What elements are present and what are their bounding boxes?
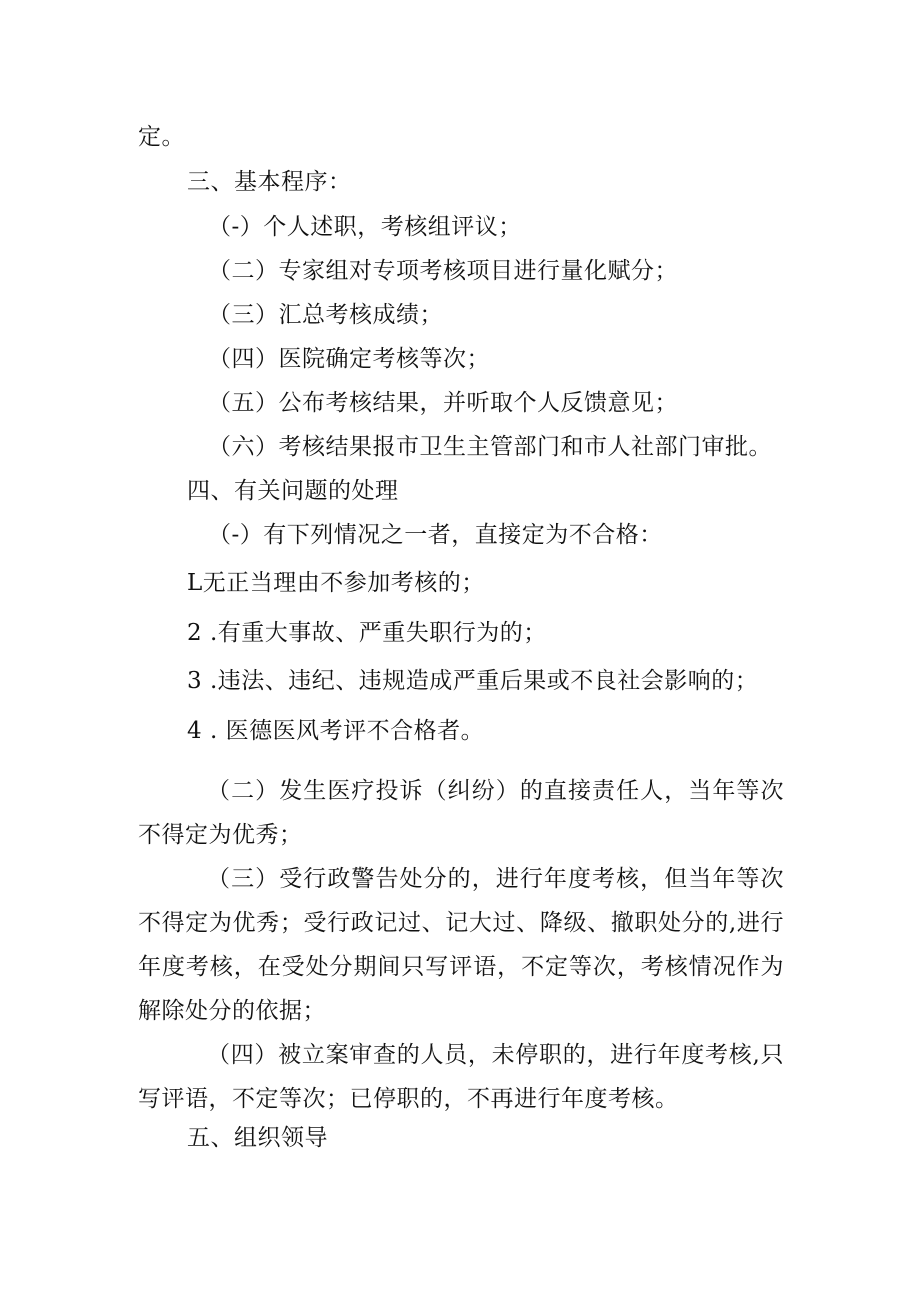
- paragraph: （四）被立案审查的人员，未停职的，进行年度考核,只写评语，不定等次；已停职的，不再进行年度考核。: [138, 1042, 784, 1112]
- section-heading: 五、组织领导: [187, 1125, 328, 1151]
- paragraph: （二）发生医疗投诉（纠纷）的直接责任人，当年等次不得定为优秀；: [138, 778, 784, 848]
- list-item: （三）汇总考核成绩；: [208, 302, 443, 328]
- text-line: 定。: [138, 124, 185, 150]
- list-item: （六）考核结果报市卫生主管部门和市人社部门审批。: [208, 434, 772, 460]
- numbered-item: 3 .违法、违纪、违规造成严重后果或不良社会影响的；: [187, 668, 759, 694]
- numbered-item: 2 .有重大事故、严重失职行为的；: [187, 620, 547, 646]
- section-heading: 四、有关问题的处理: [187, 478, 399, 504]
- list-item: （-）个人述职，考核组评议；: [208, 214, 522, 240]
- numbered-item: 4 . 医德医风考评不合格者。: [187, 718, 485, 744]
- list-item: （四）医院确定考核等次；: [208, 346, 490, 372]
- section-heading: 三、基本程序：: [187, 169, 352, 195]
- list-item: （五）公布考核结果，并听取个人反馈意见；: [208, 390, 678, 416]
- list-item: （二）专家组对专项考核项目进行量化赋分；: [208, 258, 678, 284]
- numbered-item: L无正当理由不参加考核的；: [187, 570, 485, 596]
- list-item: （-）有下列情况之一者，直接定为不合格：: [208, 522, 663, 548]
- paragraph: （三）受行政警告处分的，进行年度考核，但当年等次不得定为优秀；受行政记过、记大过、降级、撤职处分的,进行年度考核，在受处分期间只写评语，不定等次，考核情况作为解除处分的依据；: [138, 866, 784, 1024]
